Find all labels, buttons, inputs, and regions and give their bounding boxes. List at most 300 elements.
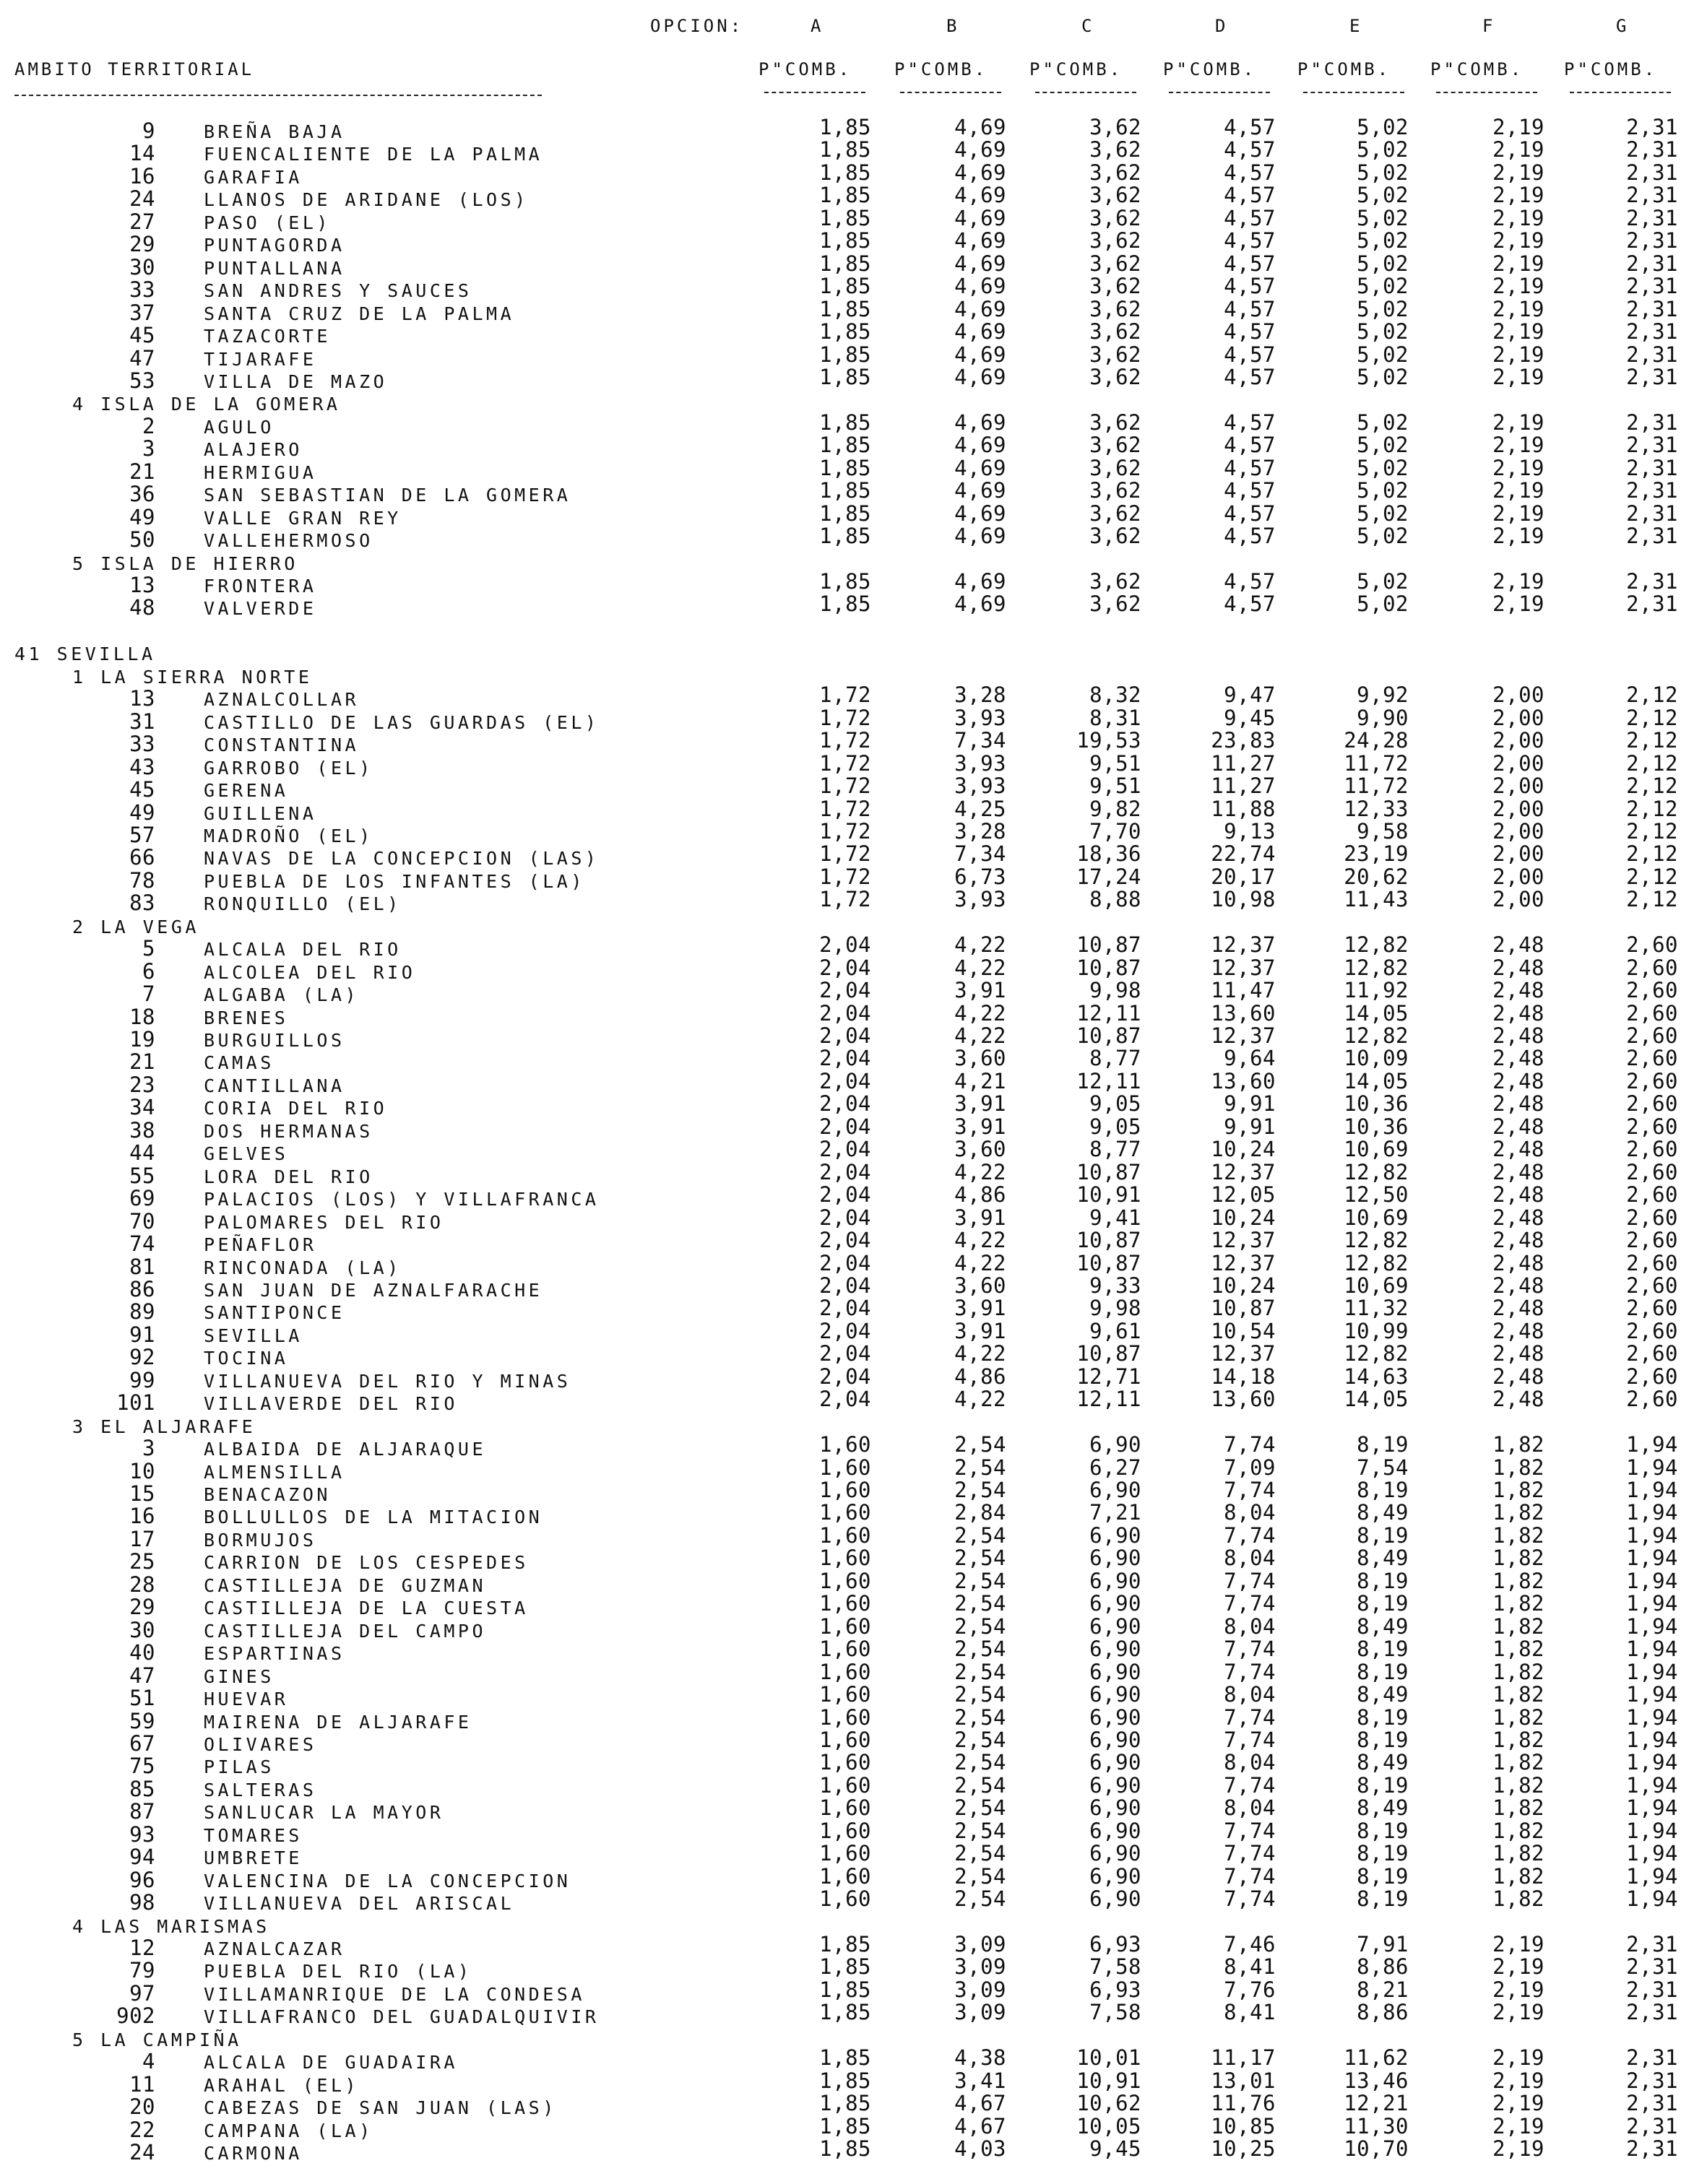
value-cell: 4,69 [954, 228, 1006, 254]
municipality-code: 55 [129, 1163, 155, 1188]
value-cell: 13,60 [1211, 1000, 1276, 1026]
value-cell: 12,82 [1344, 1159, 1409, 1184]
value-cell: 2,31 [1626, 364, 1678, 389]
value-cell: 1,85 [819, 319, 871, 344]
value-cell: 6,90 [1089, 1682, 1141, 1707]
value-cell: 1,60 [819, 1704, 871, 1730]
value-cell: 23,19 [1344, 841, 1409, 867]
value-cell: 2,12 [1626, 728, 1678, 753]
value-cell: 4,69 [954, 342, 1006, 367]
value-cell: 2,48 [1492, 1364, 1544, 1389]
municipality-code: 78 [129, 867, 155, 893]
value-cell: 7,91 [1357, 1932, 1409, 1956]
municipality-name: ALGABA (LA) [204, 984, 360, 1006]
value-cell: 2,60 [1626, 1068, 1678, 1093]
value-cell: 1,94 [1626, 1455, 1678, 1480]
value-cell: 2,31 [1626, 1954, 1678, 1980]
option-letter: G [1616, 16, 1630, 36]
value-cell: 2,19 [1492, 274, 1544, 299]
column-header: P"COMB. [1297, 59, 1391, 79]
value-cell: 4,22 [954, 1023, 1006, 1048]
municipality-code: 36 [129, 482, 155, 507]
value-cell: 2,60 [1626, 1250, 1678, 1275]
value-cell: 12,82 [1344, 1341, 1409, 1366]
value-cell: 6,90 [1089, 1659, 1141, 1684]
value-cell: 19,53 [1076, 728, 1141, 753]
value-cell: 2,54 [954, 1818, 1006, 1843]
value-cell: 8,31 [1089, 705, 1141, 730]
value-cell: 1,94 [1626, 1500, 1678, 1525]
value-cell: 10,87 [1076, 1159, 1141, 1184]
value-cell: 8,49 [1357, 1750, 1409, 1775]
value-cell: 4,21 [954, 1068, 1006, 1093]
municipality-code: 4 [142, 2049, 155, 2074]
value-cell: 11,72 [1344, 774, 1409, 799]
value-cell: 11,72 [1344, 750, 1409, 776]
value-cell: 1,60 [819, 1727, 871, 1752]
value-cell: 5,02 [1357, 274, 1409, 299]
value-cell: 8,41 [1224, 2000, 1276, 2025]
value-cell: 3,62 [1089, 319, 1141, 344]
value-cell: 2,19 [1492, 478, 1544, 503]
value-cell: 5,02 [1357, 183, 1409, 208]
value-cell: 1,85 [819, 296, 871, 321]
municipality-code: 902 [116, 2003, 155, 2029]
value-cell: 2,19 [1492, 2136, 1544, 2162]
value-cell: 3,93 [954, 705, 1006, 730]
value-cell: 2,48 [1492, 1000, 1544, 1026]
value-cell: 1,60 [819, 1682, 871, 1707]
value-cell: 3,09 [954, 2000, 1006, 2025]
opcion-label: OPCION: [650, 16, 744, 36]
value-cell: 8,19 [1357, 1886, 1409, 1912]
value-cell: 1,85 [819, 1932, 871, 1956]
value-cell: 6,90 [1089, 1772, 1141, 1798]
value-cell: 4,57 [1224, 296, 1276, 321]
value-cell: 2,31 [1626, 228, 1678, 254]
municipality-name: RINCONADA (LA) [204, 1257, 402, 1278]
value-cell: 2,00 [1492, 841, 1544, 867]
value-cell: 4,57 [1224, 205, 1276, 230]
value-cell: 5,02 [1357, 455, 1409, 480]
value-cell: 1,85 [819, 274, 871, 299]
value-cell: 2,31 [1626, 2136, 1678, 2162]
value-cell: 2,19 [1492, 2113, 1544, 2138]
value-cell: 8,19 [1357, 1818, 1409, 1843]
municipality-code: 28 [129, 1572, 155, 1597]
value-cell: 1,82 [1492, 1682, 1544, 1707]
municipality-name: GELVES [204, 1143, 289, 1165]
municipality-code: 101 [116, 1390, 155, 1416]
value-cell: 1,94 [1626, 1704, 1678, 1730]
value-cell: 1,85 [819, 2091, 871, 2116]
value-cell: 9,47 [1224, 682, 1276, 708]
value-cell: 10,09 [1344, 1046, 1409, 1071]
municipality-code: 96 [129, 1867, 155, 1892]
value-cell: 2,54 [954, 1522, 1006, 1548]
municipality-name: ALMENSILLA [204, 1461, 345, 1483]
municipality-name: VALLEHERMOSO [204, 530, 373, 552]
value-cell: 3,91 [954, 1318, 1006, 1343]
value-cell: 2,19 [1492, 524, 1544, 549]
value-cell: 8,04 [1224, 1795, 1276, 1821]
municipality-code: 70 [129, 1208, 155, 1234]
value-cell: 12,82 [1344, 932, 1409, 958]
value-cell: 4,69 [954, 478, 1006, 503]
value-cell: 1,94 [1626, 1432, 1678, 1457]
municipality-name: SAN JUAN DE AZNALFARACHE [204, 1279, 543, 1301]
value-cell: 5,02 [1357, 137, 1409, 162]
value-cell: 7,58 [1089, 2000, 1141, 2025]
value-cell: 3,62 [1089, 478, 1141, 503]
municipality-name: SAN ANDRES Y SAUCES [204, 280, 472, 302]
value-cell: 10,01 [1076, 2045, 1141, 2071]
value-cell: 4,22 [954, 932, 1006, 958]
value-cell: 2,04 [819, 1318, 871, 1343]
value-cell: 20,17 [1211, 864, 1276, 889]
value-cell: 1,82 [1492, 1432, 1544, 1457]
municipality-name: ALBAIDA DE ALJARAQUE [204, 1439, 487, 1460]
value-cell: 6,90 [1089, 1818, 1141, 1843]
column-header: P"COMB. [1564, 59, 1658, 79]
value-cell: 4,69 [954, 137, 1006, 162]
municipality-name: VILLANUEVA DEL RIO Y MINAS [204, 1370, 571, 1392]
value-cell: 10,24 [1211, 1205, 1276, 1230]
value-cell: 4,86 [954, 1182, 1006, 1208]
value-cell: 8,77 [1089, 1046, 1141, 1071]
value-cell: 2,48 [1492, 1159, 1544, 1184]
value-cell: 4,69 [954, 319, 1006, 344]
value-cell: 4,57 [1224, 160, 1276, 185]
value-cell: 1,94 [1626, 1795, 1678, 1821]
group-heading: 3 EL ALJARAFE [72, 1416, 256, 1437]
value-cell: 13,46 [1344, 2068, 1409, 2093]
value-cell: 1,60 [819, 1659, 871, 1684]
value-cell: 2,54 [954, 1591, 1006, 1616]
value-cell: 12,11 [1076, 1068, 1141, 1093]
municipality-code: 49 [129, 504, 155, 529]
value-cell: 2,54 [954, 1682, 1006, 1707]
value-cell: 1,82 [1492, 1591, 1544, 1616]
value-cell: 12,37 [1211, 1023, 1276, 1048]
value-cell: 2,04 [819, 955, 871, 980]
value-cell: 2,12 [1626, 887, 1678, 912]
municipality-name: RONQUILLO (EL) [204, 893, 402, 915]
value-cell: 3,60 [954, 1046, 1006, 1071]
value-cell: 2,48 [1492, 1182, 1544, 1208]
value-cell: 4,69 [954, 433, 1006, 458]
municipality-name: GERENA [204, 780, 289, 802]
municipality-code: 40 [129, 1640, 155, 1665]
value-cell: 9,58 [1357, 818, 1409, 844]
value-cell: 4,57 [1224, 478, 1276, 503]
value-cell: 1,94 [1626, 1613, 1678, 1639]
table-row [0, 2136, 1694, 2167]
value-cell: 4,57 [1224, 319, 1276, 344]
municipality-code: 25 [129, 1549, 155, 1574]
value-cell: 6,90 [1089, 1704, 1141, 1730]
value-cell: 2,04 [819, 1091, 871, 1117]
value-cell: 11,62 [1344, 2045, 1409, 2071]
value-cell: 10,87 [1076, 955, 1141, 980]
value-cell: 2,12 [1626, 796, 1678, 821]
municipality-code: 81 [129, 1254, 155, 1279]
value-cell: 2,60 [1626, 1364, 1678, 1389]
municipality-code: 30 [129, 1617, 155, 1642]
value-cell: 6,90 [1089, 1432, 1141, 1457]
municipality-code: 15 [129, 1481, 155, 1506]
value-cell: 4,69 [954, 274, 1006, 299]
value-cell: 1,85 [819, 2136, 871, 2162]
municipality-code: 33 [129, 732, 155, 757]
value-cell: 7,74 [1224, 1772, 1276, 1798]
value-cell: 2,31 [1626, 251, 1678, 276]
value-cell: 4,57 [1224, 251, 1276, 276]
value-cell: 1,85 [819, 342, 871, 367]
municipality-name: ALAJERO [204, 439, 303, 461]
value-cell: 2,54 [954, 1795, 1006, 1821]
value-cell: 1,82 [1492, 1659, 1544, 1684]
value-cell: 5,02 [1357, 433, 1409, 458]
value-cell: 3,93 [954, 774, 1006, 799]
value-cell: 1,85 [819, 183, 871, 208]
value-cell: 3,60 [954, 1273, 1006, 1298]
value-cell: 2,54 [954, 1704, 1006, 1730]
value-cell: 2,04 [819, 932, 871, 958]
municipality-code: 12 [129, 1936, 155, 1960]
group-heading: 41 SEVILLA [14, 644, 156, 665]
municipality-name: CASTILLO DE LAS GUARDAS (EL) [204, 711, 600, 733]
value-cell: 6,93 [1089, 1977, 1141, 2002]
value-cell: 1,82 [1492, 1500, 1544, 1525]
value-cell: 9,41 [1089, 1205, 1141, 1230]
municipality-name: ALCALA DE GUADAIRA [204, 2052, 458, 2074]
value-cell: 2,54 [954, 1886, 1006, 1912]
value-cell: 5,02 [1357, 205, 1409, 230]
municipality-name: HERMIGUA [204, 462, 317, 483]
value-cell: 1,85 [819, 137, 871, 162]
value-cell: 8,77 [1089, 1137, 1141, 1162]
value-cell: 20,62 [1344, 864, 1409, 889]
value-cell: 1,60 [819, 1478, 871, 1502]
value-cell: 11,76 [1211, 2091, 1276, 2116]
municipality-code: 74 [129, 1231, 155, 1257]
value-cell: 1,60 [819, 1522, 871, 1548]
value-cell: 10,24 [1211, 1273, 1276, 1298]
value-cell: 5,02 [1357, 160, 1409, 185]
value-cell: 2,04 [819, 1364, 871, 1389]
value-cell: 4,67 [954, 2091, 1006, 2116]
value-cell: 4,57 [1224, 524, 1276, 549]
value-cell: 2,19 [1492, 410, 1544, 435]
table-row [0, 592, 1694, 622]
municipality-name: SANTA CRUZ DE LA PALMA [204, 303, 515, 324]
value-cell: 4,25 [954, 796, 1006, 821]
municipality-code: 86 [129, 1276, 155, 1301]
value-cell: 11,47 [1211, 978, 1276, 1003]
municipality-code: 38 [129, 1117, 155, 1143]
column-underline [1035, 92, 1136, 93]
value-cell: 9,05 [1089, 1114, 1141, 1139]
value-cell: 8,21 [1357, 1977, 1409, 2002]
municipality-code: 79 [129, 1958, 155, 1983]
value-cell: 1,85 [819, 410, 871, 435]
municipality-name: PUEBLA DEL RIO (LA) [204, 1961, 472, 1982]
value-cell: 11,27 [1211, 774, 1276, 799]
value-cell: 12,82 [1344, 1228, 1409, 1253]
value-cell: 9,82 [1089, 796, 1141, 821]
value-cell: 1,60 [819, 1432, 871, 1457]
value-cell: 4,57 [1224, 455, 1276, 480]
value-cell: 2,04 [819, 1273, 871, 1298]
value-cell: 3,09 [954, 1977, 1006, 2002]
value-cell: 6,90 [1089, 1478, 1141, 1502]
value-cell: 4,38 [954, 2045, 1006, 2071]
municipality-name: NAVAS DE LA CONCEPCION (LAS) [204, 848, 600, 870]
value-cell: 9,51 [1089, 750, 1141, 776]
value-cell: 2,19 [1492, 1954, 1544, 1980]
value-cell: 10,24 [1211, 1137, 1276, 1162]
municipality-code: 6 [142, 958, 155, 984]
value-cell: 10,25 [1211, 2136, 1276, 2162]
municipality-code: 59 [129, 1708, 155, 1733]
municipality-code: 2 [142, 413, 155, 438]
municipality-code: 92 [129, 1345, 155, 1370]
value-cell: 12,05 [1211, 1182, 1276, 1208]
column-header: P"COMB. [1430, 59, 1524, 79]
municipality-name: CORIA DEL RIO [204, 1098, 388, 1119]
value-cell: 8,19 [1357, 1478, 1409, 1502]
value-cell: 7,74 [1224, 1886, 1276, 1912]
value-cell: 2,48 [1492, 1023, 1544, 1048]
municipality-code: 85 [129, 1776, 155, 1801]
value-cell: 3,91 [954, 1091, 1006, 1117]
value-cell: 3,62 [1089, 160, 1141, 185]
value-cell: 1,85 [819, 478, 871, 503]
municipality-name: PILAS [204, 1756, 275, 1778]
value-cell: 2,31 [1626, 137, 1678, 162]
value-cell: 12,37 [1211, 1250, 1276, 1275]
municipality-name: FRONTERA [204, 576, 317, 597]
value-cell: 3,41 [954, 2068, 1006, 2093]
value-cell: 2,19 [1492, 2045, 1544, 2071]
group-heading: 5 LA CAMPIÑA [72, 2029, 242, 2050]
value-cell: 2,60 [1626, 1273, 1678, 1298]
value-cell: 2,48 [1492, 955, 1544, 980]
value-cell: 2,31 [1626, 160, 1678, 185]
municipality-name: LLANOS DE ARIDANE (LOS) [204, 189, 529, 211]
value-cell: 17,24 [1076, 864, 1141, 889]
column-header: P"COMB. [1163, 59, 1257, 79]
municipality-name: BORMUJOS [204, 1529, 317, 1551]
value-cell: 7,74 [1224, 1568, 1276, 1593]
municipality-code: 29 [129, 1595, 155, 1620]
value-cell: 3,91 [954, 1205, 1006, 1230]
municipality-name: PALACIOS (LOS) Y VILLAFRANCA [204, 1189, 600, 1210]
municipality-code: 75 [129, 1754, 155, 1779]
municipality-name: BRENES [204, 1007, 289, 1028]
value-cell: 6,90 [1089, 1637, 1141, 1662]
value-cell: 2,60 [1626, 978, 1678, 1003]
value-cell: 2,54 [954, 1432, 1006, 1457]
value-cell: 7,54 [1357, 1455, 1409, 1480]
value-cell: 1,72 [819, 682, 871, 708]
group-heading: 2 LA VEGA [72, 916, 199, 937]
value-cell: 12,11 [1076, 1000, 1141, 1026]
value-cell: 8,49 [1357, 1546, 1409, 1571]
value-cell: 4,69 [954, 115, 1006, 139]
value-cell: 2,60 [1626, 1114, 1678, 1139]
value-cell: 1,60 [819, 1500, 871, 1525]
value-cell: 11,92 [1344, 978, 1409, 1003]
value-cell: 1,94 [1626, 1682, 1678, 1707]
municipality-code: 45 [129, 323, 155, 348]
value-cell: 2,12 [1626, 682, 1678, 708]
value-cell: 12,11 [1076, 1387, 1141, 1412]
value-cell: 2,12 [1626, 864, 1678, 889]
value-cell: 8,04 [1224, 1750, 1276, 1775]
option-letter: A [811, 16, 824, 36]
value-cell: 2,31 [1626, 433, 1678, 458]
value-cell: 4,57 [1224, 137, 1276, 162]
value-cell: 9,61 [1089, 1318, 1141, 1343]
value-cell: 4,22 [954, 1159, 1006, 1184]
value-cell: 7,09 [1224, 1455, 1276, 1480]
value-cell: 8,49 [1357, 1613, 1409, 1639]
value-cell: 1,85 [819, 1954, 871, 1980]
value-cell: 1,82 [1492, 1704, 1544, 1730]
value-cell: 11,88 [1211, 796, 1276, 821]
value-cell: 7,74 [1224, 1659, 1276, 1684]
value-cell: 5,02 [1357, 410, 1409, 435]
value-cell: 11,17 [1211, 2045, 1276, 2071]
value-cell: 8,19 [1357, 1522, 1409, 1548]
value-cell: 1,94 [1626, 1818, 1678, 1843]
municipality-code: 43 [129, 754, 155, 779]
value-cell: 3,62 [1089, 183, 1141, 208]
municipality-code: 87 [129, 1799, 155, 1824]
value-cell: 1,82 [1492, 1841, 1544, 1866]
value-cell: 10,05 [1076, 2113, 1141, 2138]
value-cell: 2,04 [819, 1387, 871, 1412]
value-cell: 2,19 [1492, 455, 1544, 480]
value-cell: 1,94 [1626, 1659, 1678, 1684]
value-cell: 6,90 [1089, 1863, 1141, 1889]
municipality-code: 3 [142, 1436, 155, 1461]
municipality-code: 27 [129, 209, 155, 234]
value-cell: 3,62 [1089, 524, 1141, 549]
value-cell: 8,49 [1357, 1795, 1409, 1821]
value-cell: 2,00 [1492, 682, 1544, 708]
value-cell: 1,85 [819, 569, 871, 594]
value-cell: 1,94 [1626, 1522, 1678, 1548]
municipality-code: 37 [129, 300, 155, 325]
value-cell: 11,32 [1344, 1296, 1409, 1321]
value-cell: 1,85 [819, 160, 871, 185]
value-cell: 2,31 [1626, 592, 1678, 617]
value-cell: 4,57 [1224, 500, 1276, 526]
value-cell: 7,74 [1224, 1478, 1276, 1502]
municipality-name: FUENCALIENTE DE LA PALMA [204, 144, 543, 165]
value-cell: 7,21 [1089, 1500, 1141, 1525]
value-cell: 4,69 [954, 569, 1006, 594]
municipality-code: 5 [142, 936, 155, 961]
value-cell: 2,60 [1626, 1387, 1678, 1412]
column-underline [900, 92, 1001, 93]
value-cell: 3,91 [954, 1114, 1006, 1139]
municipality-code: 31 [129, 708, 155, 734]
value-cell: 1,94 [1626, 1727, 1678, 1752]
